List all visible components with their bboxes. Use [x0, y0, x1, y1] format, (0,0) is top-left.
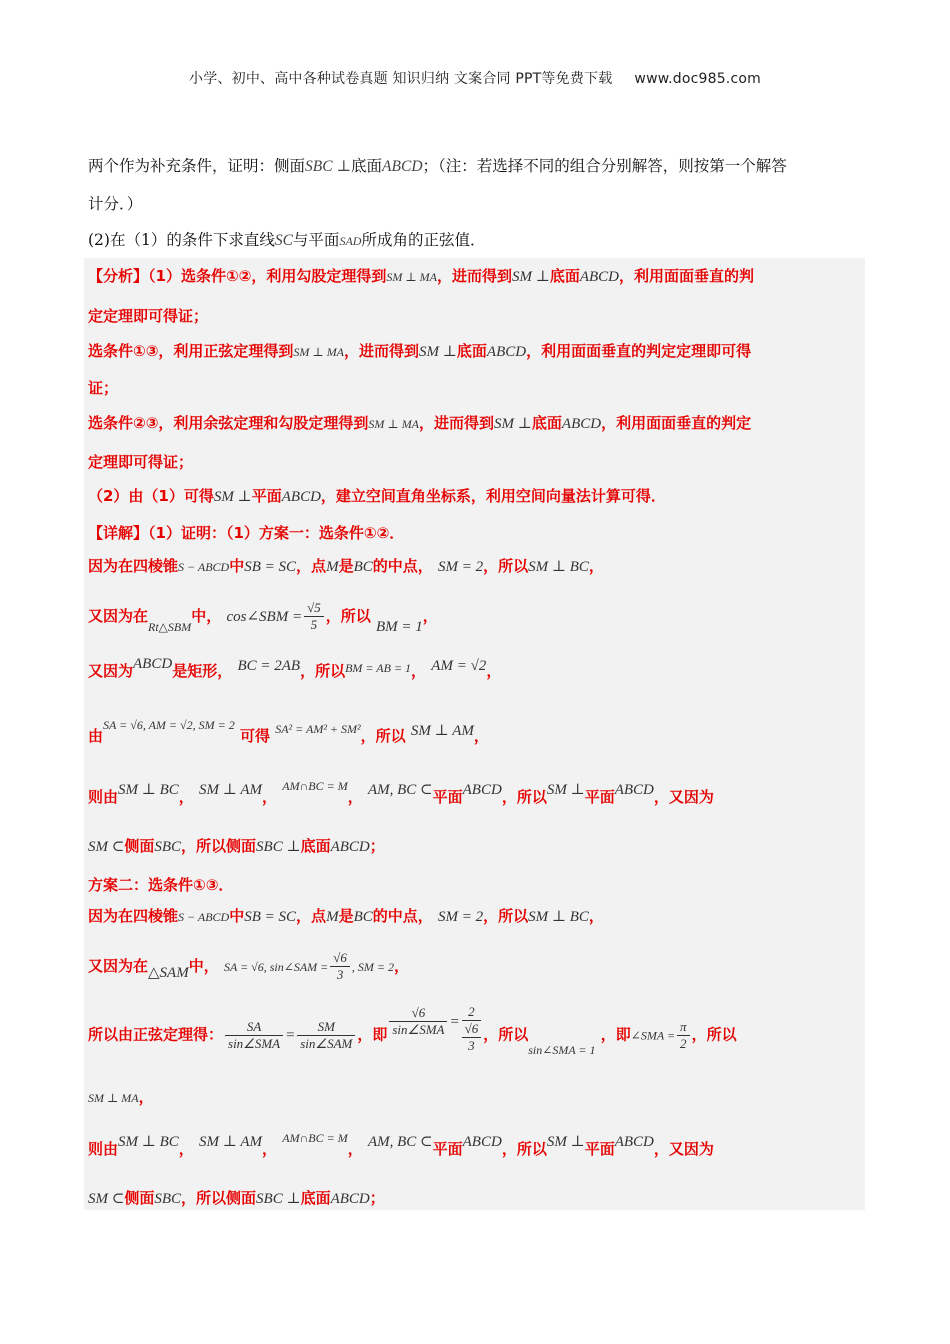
- text-fragment: BM = AB = 1: [345, 661, 412, 675]
- text-fragment: ，利用面面垂直的判定定理即可得: [526, 342, 752, 360]
- text-fragment: ，: [393, 957, 409, 975]
- text-fragment: SM ⊥ AM: [199, 782, 263, 798]
- text-fragment: SM ⊥ MA: [293, 345, 345, 359]
- text-fragment: SM ⊥ BC: [118, 782, 179, 798]
- header-text: 小学、初中、高中各种试卷真题 知识归纳 文案合同 PPT等免费下载: [189, 71, 613, 87]
- text-fragment: sin∠SMA: [392, 1021, 445, 1037]
- text-fragment: 底面: [351, 157, 383, 175]
- text-fragment: SM ⊥: [213, 489, 252, 505]
- text-fragment: ABCD: [486, 344, 527, 360]
- text-fragment: 平面: [432, 1140, 463, 1158]
- text-fragment: 由: [88, 727, 104, 745]
- text-fragment: √6: [462, 1021, 482, 1038]
- text-fragment: 又因为在: [88, 607, 149, 625]
- text-fragment: ，所以: [501, 788, 547, 806]
- analysis-line-4: 证；: [88, 379, 119, 397]
- text-fragment: ∠SMA =: [630, 1028, 676, 1043]
- text-fragment: SM ⊥: [546, 1134, 585, 1150]
- text-fragment: M: [326, 559, 339, 575]
- text-fragment: 又因为: [88, 662, 134, 680]
- text-fragment: ，所以: [300, 662, 346, 680]
- question-line-2: 计分．）: [88, 195, 143, 213]
- text-fragment: Rt△SBM: [148, 620, 192, 634]
- text-fragment: ，即: [600, 1025, 631, 1044]
- text-fragment: ，利用面面垂直的判: [619, 267, 755, 285]
- detail-p5: [88, 779, 868, 807]
- detail-title: 【详解】（1）证明：（1）方案一：选条件①②．: [88, 524, 405, 542]
- text-fragment: 侧面: [124, 1189, 155, 1207]
- fraction: [389, 1005, 447, 1038]
- text-fragment: SBC ⊥: [305, 158, 352, 175]
- text-fragment: =: [285, 1027, 296, 1044]
- text-fragment: BC = 2AB: [237, 658, 301, 674]
- text-fragment: SM ⊂: [88, 1191, 125, 1207]
- text-fragment: SM = 2: [438, 559, 484, 575]
- text-fragment: SM ⊂: [88, 839, 125, 855]
- plan2-title: 方案二：选条件①③．: [88, 876, 234, 894]
- text-fragment: ，: [347, 788, 363, 806]
- text-fragment: sin∠SAM: [300, 1035, 353, 1051]
- text-fragment: ，所以: [483, 557, 529, 575]
- text-fragment: SB = SC: [244, 559, 297, 575]
- text-fragment: 底面: [300, 837, 331, 855]
- text-fragment: 中，: [188, 957, 219, 975]
- text-fragment: 侧面: [124, 837, 155, 855]
- text-fragment: ，点: [296, 907, 327, 925]
- text-fragment: SM ⊥ MA: [368, 417, 420, 431]
- text-fragment: 底面: [549, 267, 580, 285]
- text-fragment: ，: [422, 607, 438, 625]
- text-fragment: ，进而得到: [344, 342, 420, 360]
- plan2-q1: [88, 905, 868, 926]
- detail-p2: [88, 600, 868, 633]
- text-fragment: M: [326, 909, 339, 925]
- text-fragment: （2）由（1）可得: [88, 487, 214, 505]
- text-fragment: 3: [468, 1038, 475, 1053]
- text-fragment: sin∠SMA: [228, 1035, 281, 1051]
- text-fragment: 中: [229, 907, 245, 925]
- text-fragment: 中，: [191, 607, 222, 625]
- question-line-3: [88, 222, 868, 259]
- text-fragment: 又因为在: [88, 957, 149, 975]
- fraction: [225, 1019, 283, 1052]
- text-fragment: ；（注：若选择不同的组合分别解答，则按第一个解答: [422, 157, 787, 175]
- text-fragment: 所成角的正弦值．: [361, 231, 486, 249]
- analysis-line-6: 定理即可得证；: [88, 453, 194, 471]
- text-fragment: ，所以: [691, 1025, 737, 1044]
- text-fragment: ，: [138, 1088, 154, 1106]
- text-fragment: BM = 1: [375, 619, 423, 635]
- page-header: [0, 68, 950, 88]
- text-fragment: cos∠SBM =: [226, 609, 303, 625]
- text-fragment: ，: [588, 557, 604, 575]
- text-fragment: SM ⊥: [546, 782, 585, 798]
- text-fragment: SM ⊥: [511, 269, 550, 285]
- text-fragment: SM: [297, 1019, 355, 1036]
- text-fragment: ，: [411, 662, 427, 680]
- text-fragment: ，即: [357, 1025, 388, 1044]
- text-fragment: ，: [473, 727, 489, 745]
- text-fragment: 平面: [432, 788, 463, 806]
- text-fragment: BC: [353, 909, 373, 925]
- text-fragment: π: [677, 1019, 690, 1036]
- text-fragment: ，所以: [501, 1140, 547, 1158]
- text-fragment: 两个作为补充条件，证明：侧面: [88, 157, 306, 175]
- text-fragment: ，所以: [360, 727, 406, 745]
- text-fragment: ，: [262, 788, 278, 806]
- text-fragment: 3: [336, 967, 344, 982]
- plan2-q3: [88, 1004, 868, 1060]
- text-fragment: ，所以侧面: [181, 837, 257, 855]
- text-fragment: SM ⊥: [419, 344, 457, 360]
- text-fragment: 所以由正弦定理得：: [88, 1025, 224, 1044]
- text-fragment: ABCD: [462, 782, 502, 798]
- text-fragment: 2: [462, 1004, 482, 1021]
- text-fragment: ；: [369, 1189, 385, 1207]
- text-fragment: 【分析】（1）选条件①②，利用勾股定理得到: [88, 267, 387, 285]
- text-fragment: SM = 2: [438, 909, 484, 925]
- text-fragment: ，又因为: [653, 1140, 714, 1158]
- text-fragment: ，所以: [325, 607, 371, 625]
- text-fragment: ，: [178, 788, 194, 806]
- text-fragment: BC: [353, 559, 373, 575]
- text-fragment: 是: [338, 557, 354, 575]
- text-fragment: 选条件①③，利用正弦定理得到: [88, 342, 294, 360]
- plan2-q6: [88, 1187, 868, 1208]
- text-fragment: AM∩BC = M: [282, 779, 348, 793]
- text-fragment: 底面: [300, 1189, 331, 1207]
- text-fragment: ABCD: [462, 1134, 502, 1150]
- analysis-line-3: [88, 340, 868, 361]
- header-url[interactable]: www.doc985.com: [634, 71, 761, 87]
- text-fragment: ，所以侧面: [181, 1189, 257, 1207]
- text-fragment: ，所以: [483, 1025, 529, 1044]
- text-fragment: 则由: [88, 1140, 119, 1158]
- detail-p4: [88, 718, 868, 746]
- text-fragment: ABCD: [614, 1134, 654, 1150]
- text-fragment: 中: [229, 557, 245, 575]
- text-fragment: , SM = 2: [351, 960, 394, 974]
- plan2-q2: [88, 950, 868, 983]
- text-fragment: ，所以: [483, 907, 529, 925]
- text-fragment: S − ABCD: [178, 910, 230, 924]
- text-fragment: SBC ⊥: [256, 839, 301, 855]
- text-fragment: SAD: [339, 234, 362, 248]
- text-fragment: AM, BC ⊂: [367, 1134, 433, 1150]
- text-fragment: SA² = AM² + SM²: [275, 722, 361, 736]
- fraction: [304, 600, 324, 633]
- text-fragment: SM ⊥ AM: [410, 723, 474, 739]
- text-fragment: ，建立空间直角坐标系，利用空间向量法计算可得．: [320, 487, 666, 505]
- text-fragment: SB = SC: [244, 909, 297, 925]
- text-fragment: 可得: [239, 727, 270, 745]
- text-fragment: 底面: [456, 342, 487, 360]
- fraction: [462, 1004, 482, 1054]
- text-fragment: √6: [330, 950, 350, 967]
- plan2-q4: [88, 1086, 868, 1107]
- text-fragment: SA: [225, 1019, 283, 1036]
- text-fragment: 平面: [584, 788, 615, 806]
- text-fragment: ABCD: [579, 269, 620, 285]
- text-fragment: ，: [347, 1140, 363, 1158]
- text-fragment: ，点: [296, 557, 327, 575]
- analysis-line-5: [88, 412, 868, 433]
- text-fragment: sin∠SMA = 1: [528, 1042, 596, 1057]
- fraction: [297, 1019, 355, 1052]
- text-fragment: SM ⊥ BC: [118, 1134, 179, 1150]
- text-fragment: ABCD: [281, 489, 321, 505]
- text-fragment: SBC: [154, 839, 182, 855]
- text-fragment: SM ⊥ BC: [528, 909, 589, 925]
- text-fragment: ABCD: [614, 782, 654, 798]
- text-fragment: ABCD: [330, 839, 370, 855]
- text-fragment: 与平面: [292, 231, 340, 249]
- text-fragment: ，: [178, 1140, 194, 1158]
- text-fragment: 是矩形，: [172, 662, 233, 680]
- text-fragment: 平面: [584, 1140, 615, 1158]
- plan2-q5: [88, 1131, 868, 1159]
- text-fragment: ，利用面面垂直的判定: [601, 414, 752, 432]
- text-fragment: √6: [389, 1005, 447, 1022]
- detail-p3: [88, 656, 868, 681]
- text-fragment: SM ⊥: [494, 416, 532, 432]
- text-fragment: 的中点，: [372, 557, 433, 575]
- text-fragment: =: [449, 1013, 460, 1030]
- text-fragment: 的中点，: [372, 907, 433, 925]
- text-fragment: SA = √6, sin∠SAM =: [223, 960, 329, 974]
- text-fragment: △SAM: [148, 965, 189, 981]
- text-fragment: SBC ⊥: [256, 1191, 301, 1207]
- analysis-line-2: 定定理即可得证；: [88, 307, 209, 325]
- detail-p1: [88, 555, 868, 576]
- text-fragment: ；: [369, 837, 385, 855]
- text-fragment: √5: [304, 600, 324, 617]
- text-fragment: SM ⊥ BC: [528, 559, 589, 575]
- text-fragment: SBC: [154, 1191, 182, 1207]
- text-fragment: S − ABCD: [178, 560, 230, 574]
- analysis-line-1: [88, 265, 868, 286]
- fraction: [677, 1019, 690, 1052]
- text-fragment: 选条件②③，利用余弦定理和勾股定理得到: [88, 414, 369, 432]
- text-fragment: ABCD: [561, 416, 602, 432]
- text-fragment: (2)在（1）的条件下求直线: [88, 231, 275, 249]
- detail-p6: [88, 835, 868, 856]
- text-fragment: ，又因为: [653, 788, 714, 806]
- text-fragment: 5: [310, 617, 318, 632]
- text-fragment: ，: [588, 907, 604, 925]
- text-fragment: 平面: [251, 487, 282, 505]
- text-fragment: ，进而得到: [419, 414, 495, 432]
- text-fragment: ABCD: [330, 1191, 370, 1207]
- question-line-1: [88, 148, 868, 185]
- text-fragment: SM ⊥ MA: [386, 270, 437, 284]
- text-fragment: AM = √2: [431, 658, 487, 674]
- text-fragment: ，: [486, 662, 502, 680]
- text-fragment: ABCD: [382, 158, 423, 175]
- text-fragment: 2: [680, 1035, 687, 1051]
- text-fragment: SM ⊥ MA: [88, 1091, 139, 1105]
- text-fragment: ，: [262, 1140, 278, 1158]
- fraction: [330, 950, 350, 983]
- text-fragment: AM, BC ⊂: [367, 782, 433, 798]
- text-fragment: SC: [274, 232, 293, 249]
- text-fragment: SM ⊥ AM: [199, 1134, 263, 1150]
- text-fragment: ABCD: [133, 656, 173, 672]
- text-fragment: 因为在四棱锥: [88, 557, 179, 575]
- text-fragment: 因为在四棱锥: [88, 907, 179, 925]
- text-fragment: AM∩BC = M: [282, 1131, 348, 1145]
- text-fragment: 是: [338, 907, 354, 925]
- text-fragment: ，进而得到: [436, 267, 512, 285]
- text-fragment: SA = √6, AM = √2, SM = 2: [103, 718, 235, 732]
- text-fragment: 则由: [88, 788, 119, 806]
- analysis-line-7: [88, 485, 868, 506]
- text-fragment: 底面: [531, 414, 562, 432]
